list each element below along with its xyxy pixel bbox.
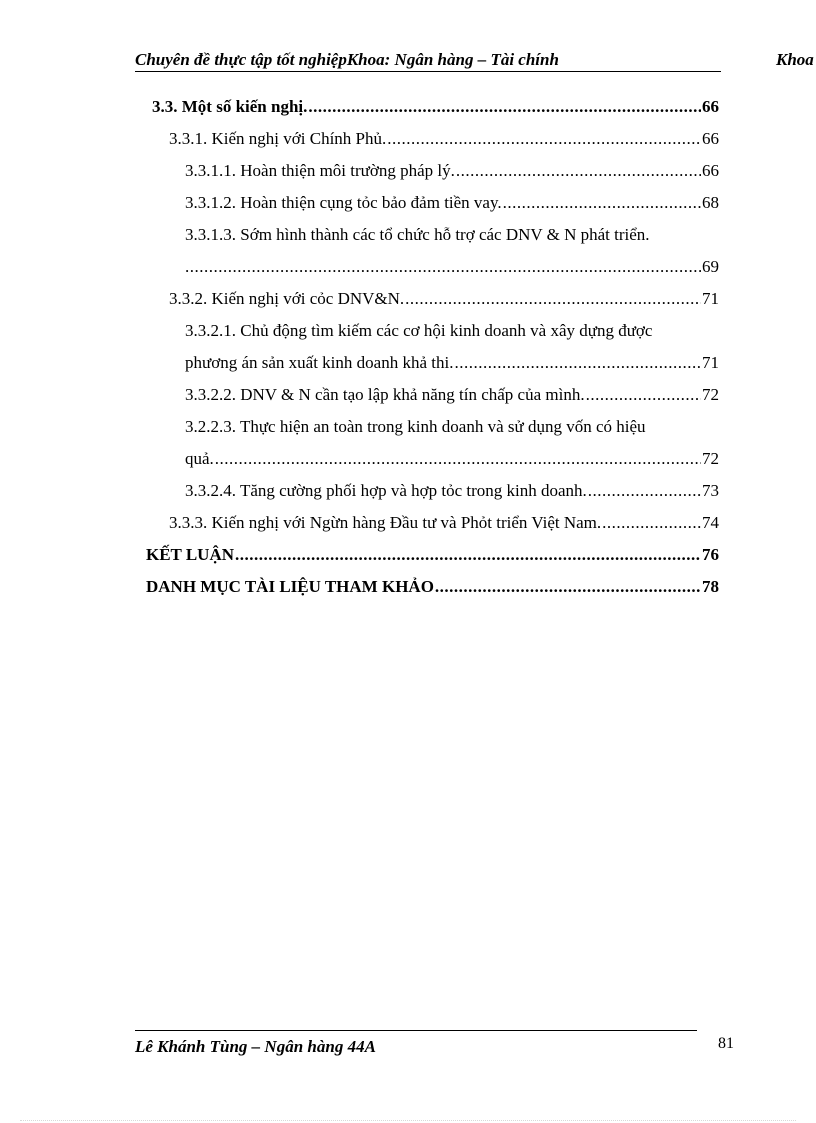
toc-entry-3-3 xyxy=(152,96,719,118)
toc-entry-3-3-2-2 xyxy=(185,384,719,406)
toc-label: 3.3.2.4. Tăng cường phối hợp và hợp tỏc trong kinh doanh. xyxy=(185,481,587,500)
toc-leader xyxy=(586,384,701,406)
toc-entry-3-3-1 xyxy=(169,128,719,150)
page-number: 81 xyxy=(718,1035,734,1052)
toc-page: 66 xyxy=(702,161,719,180)
toc-entry-3-3-2-1 xyxy=(185,352,719,374)
header-divider xyxy=(135,71,721,72)
toc-leader xyxy=(235,544,701,566)
toc-leader xyxy=(387,128,701,150)
toc-leader xyxy=(456,160,701,182)
toc-page: 76 xyxy=(702,545,719,564)
toc-label: 3.3.3. Kiến nghị với Ngừn hàng Đầu tư và Phỏt triển Việt Nam. xyxy=(169,513,602,532)
toc-label: DANH MỤC TÀI LIỆU THAM KHẢO xyxy=(146,577,434,596)
toc-entry-3-3-1-1 xyxy=(185,160,719,182)
header-title: Chuyên đề thực tập tốt nghiệpKhoa: Ngân hàng – Tài chính xyxy=(135,50,559,69)
toc-label: phương án sản xuất kinh doanh khả thi. xyxy=(185,353,454,372)
toc-entry-3-3-2 xyxy=(169,288,719,310)
toc-leader xyxy=(215,448,701,470)
toc-leader xyxy=(405,288,701,310)
toc-page: 66 xyxy=(702,129,719,148)
toc-label: 3.3.2.2. DNV & N cần tạo lập khả năng tín chấp của mình. xyxy=(185,385,585,404)
toc-label: 3.3.1. Kiến nghị với Chính Phủ. xyxy=(169,129,387,148)
toc-entry-3-3-1-2 xyxy=(185,192,719,214)
toc-leader xyxy=(602,512,701,534)
toc-entry-3-3-2-4 xyxy=(185,480,719,502)
header-title-overflow: Khoa xyxy=(776,50,814,69)
page-edge-divider xyxy=(20,1120,796,1121)
toc-leader xyxy=(454,352,701,374)
toc-label: quả. xyxy=(185,449,214,468)
toc-label: 3.3.1.1. Hoàn thiện môi trường pháp lý. xyxy=(185,161,455,180)
toc-page: 69 xyxy=(702,257,719,276)
toc-page: 72 xyxy=(702,449,719,468)
toc-page: 71 xyxy=(702,289,719,308)
toc-leader xyxy=(435,576,701,598)
toc-label: 3.3.1.2. Hoàn thiện cụng tỏc bảo đảm tiền vay. xyxy=(185,193,502,212)
toc-entry-3-3-1-3-label: 3.3.1.3. Sớm hình thành các tổ chức hỗ trợ các DNV & N phát triển. xyxy=(185,225,650,244)
footer-divider xyxy=(135,1030,697,1031)
toc-label: 3.3.2. Kiến nghị với cỏc DNV&N. xyxy=(169,289,405,308)
toc-leader xyxy=(503,192,701,214)
toc-page: 71 xyxy=(702,353,719,372)
toc-leader xyxy=(185,256,701,278)
toc-page: 78 xyxy=(702,577,719,596)
toc-entry-3-3-1-3 xyxy=(185,256,719,278)
footer-author: Lê Khánh Tùng – Ngân hàng 44A xyxy=(135,1037,376,1056)
toc-page: 72 xyxy=(702,385,719,404)
toc-entry-3-2-2-3 xyxy=(185,448,719,470)
toc-leader xyxy=(308,96,701,118)
toc-page: 73 xyxy=(702,481,719,500)
toc-label: KẾT LUẬN xyxy=(146,545,235,564)
toc-label: 3.3. Một số kiến nghị. xyxy=(152,97,308,116)
toc-page: 66 xyxy=(702,97,719,116)
toc-entry-3-3-2-1-label: 3.3.2.1. Chủ động tìm kiếm các cơ hội kinh doanh và xây dựng được xyxy=(185,321,653,340)
toc-entry-references xyxy=(146,576,719,598)
toc-entry-ket-luan xyxy=(146,544,719,566)
toc-page: 68 xyxy=(702,193,719,212)
toc-leader xyxy=(588,480,701,502)
toc-entry-3-3-3 xyxy=(169,512,719,534)
toc-entry-3-2-2-3-label: 3.2.2.3. Thực hiện an toàn trong kinh doanh và sử dụng vốn có hiệu xyxy=(185,417,646,436)
toc-page: 74 xyxy=(702,513,719,532)
